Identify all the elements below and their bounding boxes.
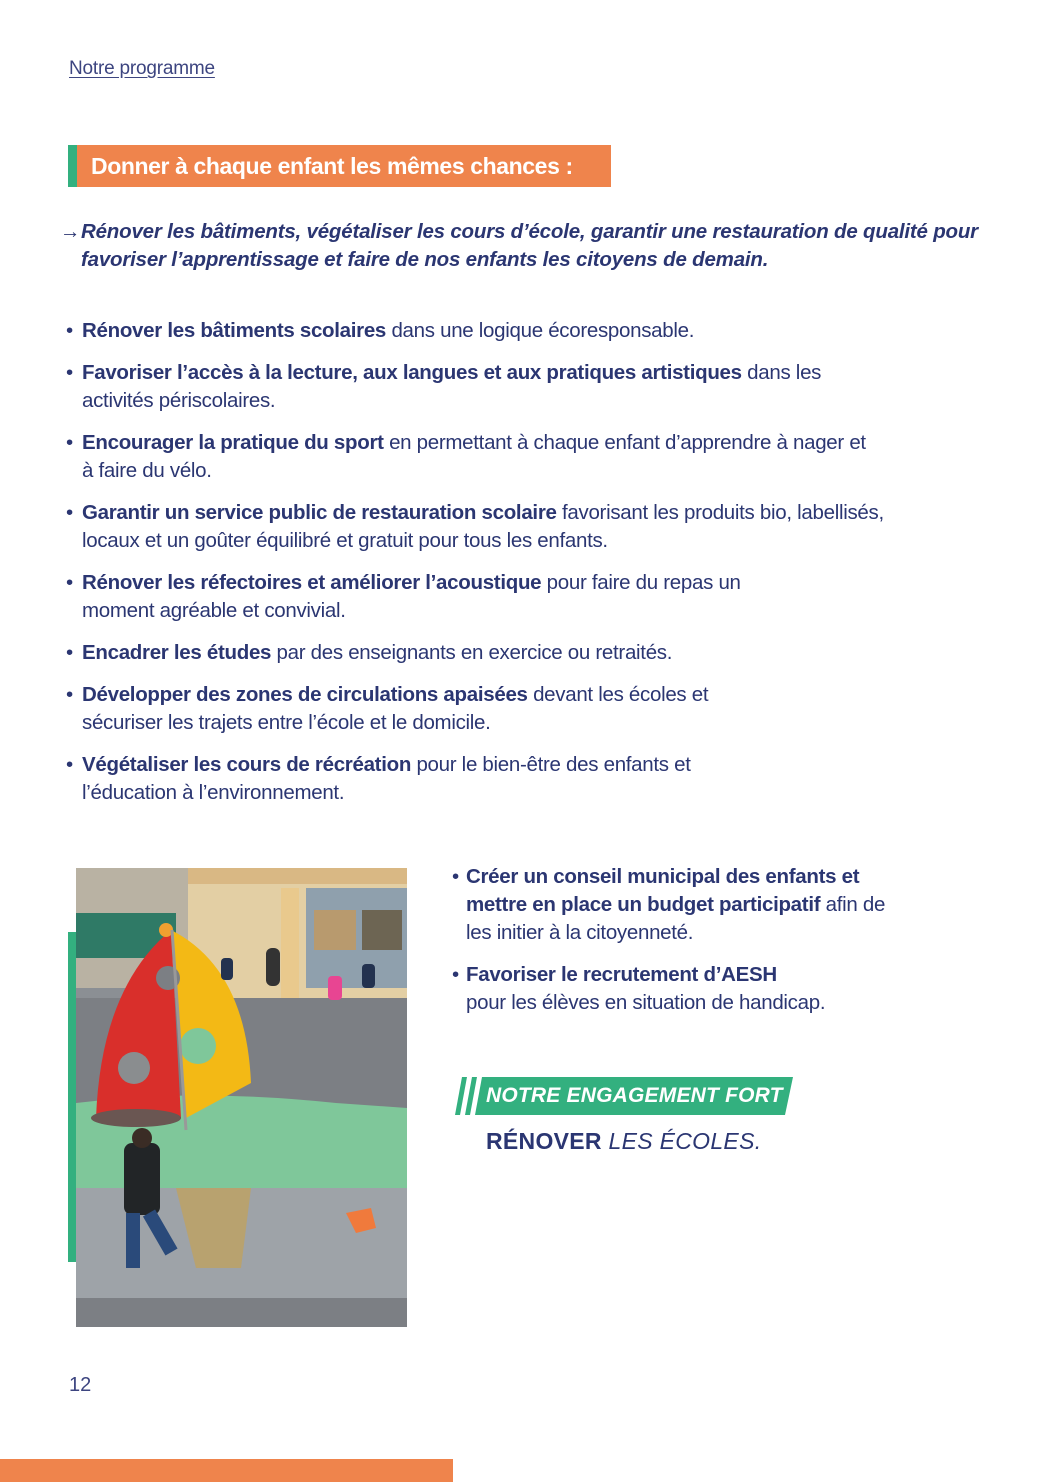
breadcrumb-link[interactable]: Notre programme [69, 58, 215, 79]
measures-list [66, 317, 966, 821]
bullet-icon: • [66, 753, 73, 776]
engagement-statement [486, 1128, 761, 1155]
bullet-icon: • [66, 641, 73, 664]
item-bold: Favoriser l’accès à la lecture, aux langues et aux pratiques artistiques [82, 361, 742, 384]
bullet-icon: • [66, 319, 73, 342]
list-item [66, 569, 812, 625]
item-rest: devant les écoles et sécuriser les trajets entre l’école et le domicile. [82, 683, 709, 734]
item-bold: Favoriser le recrutement d’AESH [466, 963, 777, 986]
measures-list-right [452, 863, 1012, 1031]
item-rest: afin de les initier à la citoyenneté. [466, 893, 886, 944]
bullet-icon: • [452, 963, 459, 986]
section-title: Donner à chaque enfant les mêmes chances : [91, 152, 573, 179]
list-item [66, 751, 772, 807]
item-bold: Végétaliser les cours de récréation [82, 753, 412, 776]
engagement-banner [455, 1077, 795, 1115]
item-rest: pour le bien-être des enfants et l’éducation à l’environnement. [82, 753, 691, 804]
bullet-icon: • [66, 571, 73, 594]
list-item [452, 863, 896, 947]
bullet-icon: • [452, 865, 459, 888]
item-rest: en permettant à chaque enfant d’apprendre à nager et à faire du vélo. [82, 431, 866, 482]
item-rest: pour faire du repas un moment agréable et convivial. [82, 571, 741, 622]
item-bold: Encourager la pratique du sport [82, 431, 384, 454]
list-item [66, 359, 842, 415]
footer-accent-bar [0, 1459, 453, 1482]
section-heading-banner [68, 145, 611, 187]
school-playground-photo [76, 868, 407, 1327]
item-bold: Encadrer les études [82, 641, 272, 664]
item-bold: Rénover les réfectoires et améliorer l’acoustique [82, 571, 542, 594]
arrow-right-icon: → [60, 220, 81, 243]
list-item [66, 639, 966, 667]
item-bold: Créer un conseil municipal des enfants et mettre en place un budget participatif [466, 865, 860, 916]
page-number: 12 [69, 1374, 92, 1396]
item-rest: dans les activités périscolaires. [82, 361, 822, 412]
intro-text: Rénover les bâtiments, végétaliser les cours d’école, garantir une restauration de qualité pour favoriser l’apprentissage et faire de nos enfants les citoyens de demain. [81, 220, 978, 271]
engagement-title: NOTRE ENGAGEMENT FORT : [486, 1084, 796, 1107]
bullet-icon: • [66, 683, 73, 706]
item-bold: Garantir un service public de restauration scolaire [82, 501, 557, 524]
list-item [452, 961, 896, 1017]
item-rest: dans une logique écoresponsable. [386, 319, 695, 342]
intro-paragraph [60, 218, 1000, 274]
item-rest: favorisant les produits bio, labellisés, locaux et un goûter équilibré et gratuit pour tous les enfants. [82, 501, 884, 552]
list-item [66, 317, 966, 345]
bullet-icon: • [66, 361, 73, 384]
engagement-strong: RÉNOVER [486, 1128, 602, 1154]
bullet-icon: • [66, 501, 73, 524]
list-item [66, 681, 782, 737]
item-rest: pour les élèves en situation de handicap. [466, 991, 826, 1014]
item-bold: Développer des zones de circulations apaisées [82, 683, 528, 706]
engagement-rest: LES ÉCOLES. [601, 1128, 762, 1154]
list-item [66, 499, 897, 555]
list-item [66, 429, 882, 485]
item-bold: Rénover les bâtiments scolaires [82, 319, 387, 342]
item-rest: par des enseignants en exercice ou retraités. [271, 641, 673, 664]
section-accent-bar [68, 145, 77, 187]
bullet-icon: • [66, 431, 73, 454]
